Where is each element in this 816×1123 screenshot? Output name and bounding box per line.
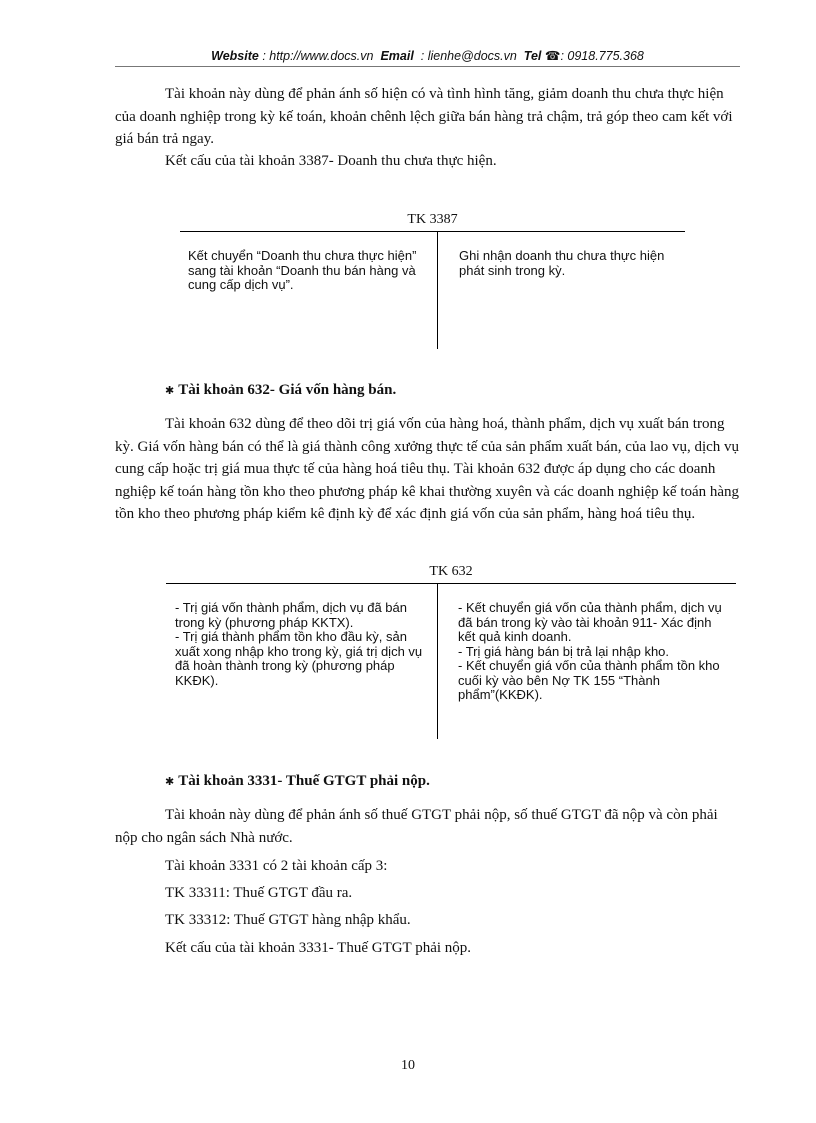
page-number: 10 xyxy=(401,1058,415,1073)
t-account-632-divider xyxy=(437,583,438,739)
header-divider xyxy=(115,66,740,67)
heading-632: ✱ Tài khoản 632- Giá vốn hàng bán. xyxy=(165,382,397,398)
paragraph-632-description: Tài khoản 632 dùng để theo dõi trị giá vốn của hàng hoá, thành phẩm, dịch vụ xuất bán trong kỳ. Giá vốn hàng bán có thể là giá thành công xưởng thực tế của sản phẩm xuất bán, của lao vụ, dịch vụ cung cấp hoặc trị giá mua thực tế của hàng hoá tiêu thụ. Tài khoản 632 được áp dụng cho các doanh nghiệp kế toán hàng tồn kho theo phương pháp kê khai thường xuyên và các doanh nghiệp kế toán hàng tồn kho theo phương pháp kiểm kê định kỳ để xác định giá vốn của sản phẩm, hàng hoá tiêu thụ. xyxy=(115,416,740,522)
t-account-3387-title: TK 3387 xyxy=(407,212,458,227)
paragraph-3331-subaccounts: Tài khoản 3331 có 2 tài khoản cấp 3: xyxy=(165,858,388,874)
t-account-632-top-line xyxy=(166,583,736,584)
paragraph-3331-description: Tài khoản này dùng để phản ánh số thuế GTGT phải nộp, số thuế GTGT đã nộp và còn phải nộp cho ngân sách Nhà nước. xyxy=(115,807,718,846)
email-label: Email xyxy=(380,49,414,63)
phone-icon: ☎ xyxy=(544,49,561,63)
t-account-632-credit-item: - Trị giá hàng bán bị trả lại nhập kho. xyxy=(458,643,670,659)
t-account-632-debit xyxy=(175,601,427,688)
t-account-3387-divider xyxy=(437,231,438,349)
tel-label: Tel xyxy=(523,49,542,63)
paragraph-3387-description: Tài khoản này dùng để phản ánh số hiện có và tình hình tăng, giảm doanh thu chưa thực hiện của doanh nghiệp trong kỳ kế toán, khoản chênh lệch giữa bán hàng trả chậm, trả góp theo cam kết với giá bán trả ngay. xyxy=(115,86,733,147)
t-account-632-debit-item: - Trị giá vốn thành phẩm, dịch vụ đã bán trong kỳ (phương pháp KKTX). xyxy=(175,600,407,630)
bullet-icon: ✱ xyxy=(165,385,175,397)
paragraph-33312: TK 33312: Thuế GTGT hàng nhập khẩu. xyxy=(165,912,411,928)
t-account-632-credit-item: - Kết chuyển giá vốn của thành phẩm, dịch vụ đã bán trong kỳ vào tài khoản 911- Xác định kết quả kinh doanh. xyxy=(458,600,722,644)
bullet-icon: ✱ xyxy=(165,776,175,788)
t-account-632-title: TK 632 xyxy=(429,564,473,579)
t-account-632-debit-item: - Trị giá thành phẩm tồn kho đầu kỳ, sản xuất xong nhập kho trong kỳ, giá trị dịch vụ đã hoàn thành trong kỳ (phương pháp KKĐK). xyxy=(175,629,423,688)
t-account-3387-credit: Ghi nhận doanh thu chưa thực hiện phát sinh trong kỳ. xyxy=(459,248,665,278)
paragraph-33311: TK 33311: Thuế GTGT đầu ra. xyxy=(165,885,353,901)
website-label: Website xyxy=(211,49,259,63)
paragraph-3331-structure: Kết cấu của tài khoản 3331- Thuế GTGT phải nộp. xyxy=(165,940,472,956)
email-value[interactable]: : lienhe@docs.vn xyxy=(420,49,517,63)
tel-value: : 0918.775.368 xyxy=(560,49,644,63)
t-account-632-credit xyxy=(458,601,730,703)
website-value[interactable]: : http://www.docs.vn xyxy=(262,49,374,63)
heading-3331: ✱ Tài khoản 3331- Thuế GTGT phải nộp. xyxy=(165,773,430,789)
t-account-632-credit-item: - Kết chuyển giá vốn của thành phẩm tồn kho cuối kỳ vào bên Nợ TK 155 “Thành phẩm”(KKĐK). xyxy=(458,658,720,702)
paragraph-3387-structure: Kết cấu của tài khoản 3387- Doanh thu chưa thực hiện. xyxy=(165,153,497,169)
page-header xyxy=(115,48,740,63)
t-account-3387-top-line xyxy=(180,231,685,232)
t-account-3387-debit: Kết chuyển “Doanh thu chưa thực hiện” sang tài khoản “Doanh thu bán hàng và cung cấp dịch vụ”. xyxy=(188,248,417,292)
